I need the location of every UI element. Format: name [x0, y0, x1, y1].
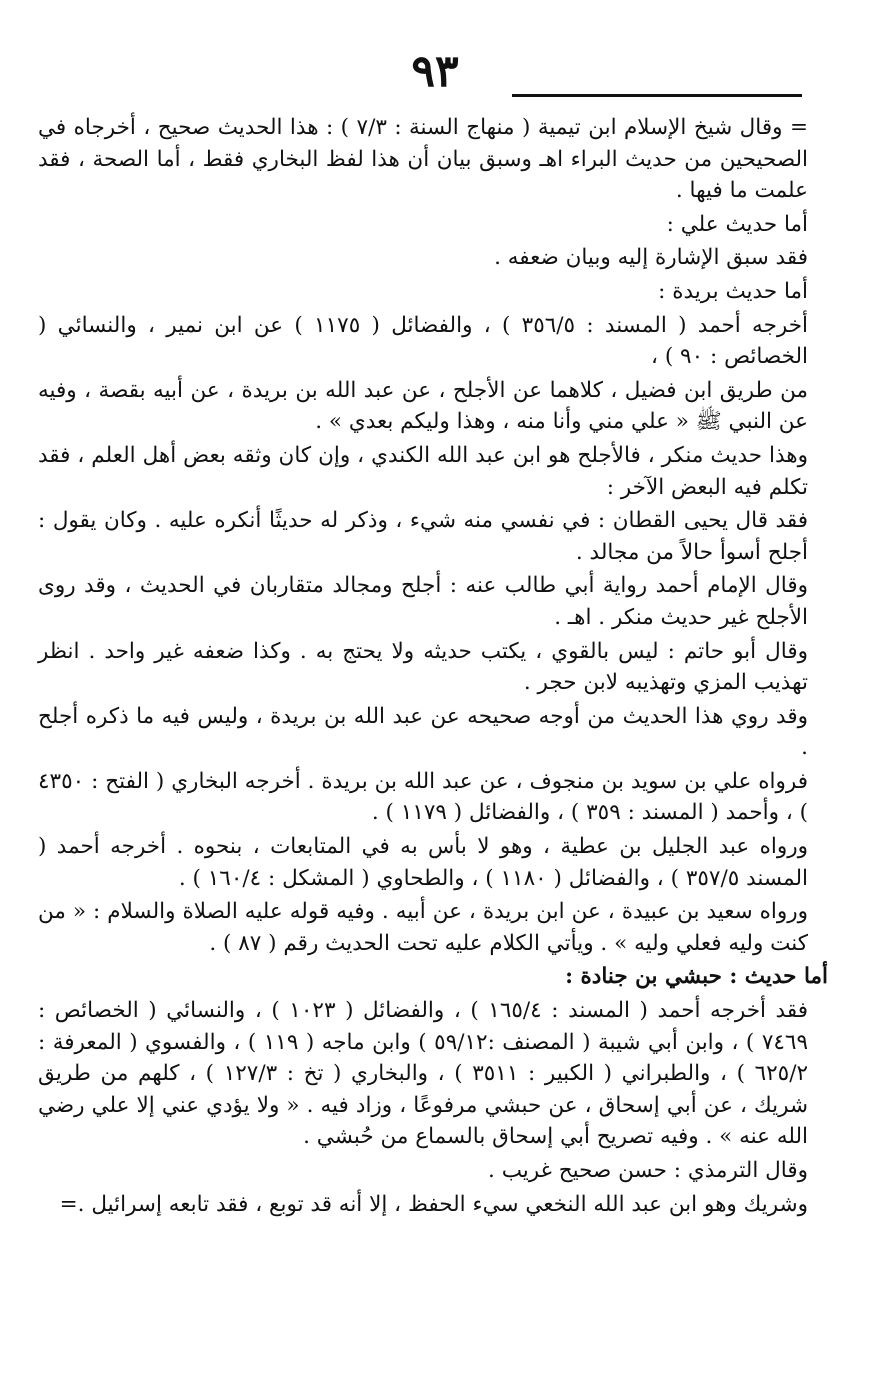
heading-hadith-burayda: أما حديث بريدة : — [658, 278, 808, 304]
page-number: ٩٣ — [411, 46, 459, 97]
paragraph-abd-al-jalil: ورواه عبد الجليل بن عطية ، وهو لا بأس به في المتابعات ، بنحوه . أخرجه أحمد ( المسند ٣٥٧/٥ ) ، والفضائل ( ١١٨٠ ) ، والطحاوي ( المشكل : ١٦٠/٤ ) . — [38, 834, 808, 891]
paragraph-ibn-taymiyya: = وقال شيخ الإسلام ابن تيمية ( منهاج السنة : ٧/٣ ) : هذا الحديث صحيح ، أخرجاه في الصحيحين من حديث البراء اهـ وسبق بيان أن هذا لفظ البخاري فقط ، أما الصحة ، فقد علمت ما فيها . — [38, 115, 808, 204]
paragraph-sharik: وشريك وهو ابن عبد الله النخعي سيء الحفظ ، إلا أنه قد توبع ، فقد تابعه إسرائيل .= — [59, 1191, 808, 1217]
paragraph-ali-weakness: فقد سبق الإشارة إليه وبيان ضعفه . — [494, 245, 808, 271]
paragraph-ahmad-musnad: أخرجه أحمد ( المسند : ٣٥٦/٥ ) ، والفضائل ( ١١٧٥ ) عن ابن نمير ، والنسائي ( الخصائص : ٩٠ ) ، — [38, 312, 808, 370]
heading-hadith-hubshi: أما حديث : حبشي بن جنادة : — [565, 964, 828, 990]
paragraph-other-chains: وقد روي هذا الحديث من أوجه صحيحه عن عبد الله بن بريدة ، وليس فيه ما ذكره أجلح . — [38, 703, 808, 761]
paragraph-munkar: وهذا حديث منكر ، فالأجلح هو ابن عبد الله الكندي ، وإن كان وثقه بعض أهل العلم ، فقد تكلم فيه البعض الآخر : — [38, 442, 808, 500]
paragraph-ibn-fudayl: من طريق ابن فضيل ، كلاهما عن الأجلح ، عن عبد الله بن بريدة ، عن أبيه بقصة ، وفيه عن النبي ﷺ « علي مني وأنا منه ، وهذا وليكم بعدي » . — [38, 377, 808, 435]
paragraph-hubshi-takhrij: فقد أخرجه أحمد ( المسند : ١٦٥/٤ ) ، والفضائل ( ١٠٢٣ ) ، والنسائي ( الخصائص : ٧٤٦٩ ) ، وابن أبي شيبة ( المصنف :٥٩/١٢ ) وابن ماجه ( ١١٩ ) ، والفسوي ( المعرفة : ٦٢٥/٢ ) ، والطبراني ( الكبير : ٣٥١١ ) ، والبخاري ( تخ : ١٢٧/٣ ) ، كلهم من طريق شريك ، عن أبي إسحاق ، عن حبشي مرفوعًا ، وزاد فيه . « ولا يؤدي عني إلا علي رضي الله عنه » . وفيه تصريح أبي إسحاق بالسماع من حُبشي . — [38, 998, 809, 1150]
body-text — [38, 112, 828, 1220]
paragraph-abu-hatim: وقال أبو حاتم : ليس بالقوي ، يكتب حديثه ولا يحتج به . وكذا ضعفه غير واحد . انظر تهذيب المزي وتهذيبه لابن حجر . — [38, 638, 808, 696]
paragraph-ali-ibn-suwayd: فرواه علي بن سويد بن منجوف ، عن عبد الله بن بريدة . أخرجه البخاري ( الفتح : ٤٣٥٠ ) ، وأحمد ( المسند : ٣٥٩ ) ، والفضائل ( ١١٧٩ ) . — [38, 768, 808, 826]
header-rule — [512, 94, 802, 97]
paragraph-tirmidhi: وقال الترمذي : حسن صحيح غريب . — [488, 1158, 808, 1183]
page-header — [0, 44, 873, 104]
paragraph-yahya-qattan: فقد قال يحيى القطان : في نفسي منه شيء ، وذكر له حديثًا أنكره عليه . وكان يقول : أجلح أسوأ حالاً من مجالد . — [38, 508, 808, 565]
paragraph-said-ibn-ubayda: ورواه سعيد بن عبيدة ، عن ابن بريدة ، عن أبيه . وفيه قوله عليه الصلاة والسلام : « من كنت وليه فعلي وليه » . ويأتي الكلام عليه تحت الحديث رقم ( ٨٧ ) . — [38, 899, 808, 956]
paragraph-imam-ahmad: وقال الإمام أحمد رواية أبي طالب عنه : أجلح ومجالد متقاربان في الحديث ، وقد روى الأجلح غير حديث منكر . اهـ . — [38, 573, 808, 630]
heading-hadith-ali: أما حديث علي : — [666, 211, 808, 237]
